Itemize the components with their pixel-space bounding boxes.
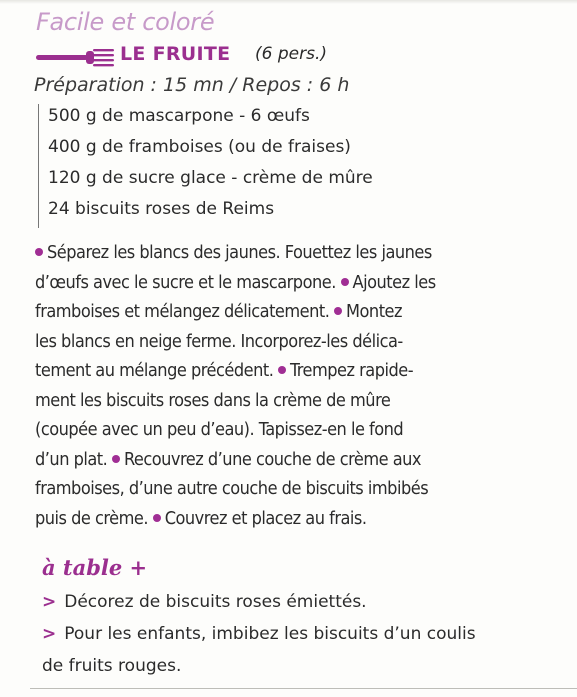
tip-line: [42, 586, 562, 618]
instruction-line: [35, 504, 557, 534]
bullet-dot-icon: [112, 455, 120, 463]
ingredient-item: 120 g de sucre glace - crème de mûre: [48, 168, 373, 188]
bullet-dot-icon: [153, 514, 161, 522]
bullet-dot-icon: [341, 278, 349, 286]
tip-text: Décorez de biscuits roses émiettés.: [64, 592, 367, 612]
preparation-time: Préparation : 15 mn / Repos : 6 h: [34, 74, 350, 96]
instruction-line: [35, 445, 557, 475]
tip-line: [42, 650, 562, 682]
paper-edge-bottom: [30, 688, 577, 689]
instructions: [35, 238, 557, 533]
servings: (6 pers.): [255, 44, 327, 64]
instruction-text: Couvrez et placez au frais.: [164, 507, 367, 529]
ingredient-item: 400 g de framboises (ou de fraises): [48, 137, 351, 157]
tip-text: de fruits rouges.: [42, 656, 182, 676]
instruction-line: [35, 268, 557, 298]
fork-icon: [36, 46, 116, 68]
instruction-text: les blancs en neige ferme. Incorporez-les délica-: [35, 330, 403, 352]
instruction-line: [35, 327, 557, 357]
instruction-line: [35, 415, 557, 445]
serving-tips-heading: à table +: [42, 555, 148, 580]
instruction-text: Trempez rapide-: [290, 360, 414, 381]
instruction-text: framboises et mélangez délicatement.: [35, 301, 330, 322]
instruction-text: (coupée avec un peu d’eau). Tapissez-en le fond: [35, 419, 404, 440]
tip-line: [42, 618, 562, 650]
ingredient-item: 24 biscuits roses de Reims: [48, 199, 275, 219]
instruction-line: [35, 386, 557, 416]
serving-tips-list: [42, 586, 562, 682]
instruction-text: tement au mélange précédent.: [35, 360, 274, 381]
tagline: Facile et coloré: [36, 8, 215, 36]
instruction-text: ment les biscuits roses dans la crème de mûre: [35, 389, 391, 411]
bullet-dot-icon: [278, 366, 286, 374]
instruction-text: framboises, d’une autre couche de biscuits imbibés: [35, 478, 429, 499]
instruction-line: [35, 356, 557, 386]
instruction-text: Montez: [346, 301, 403, 322]
instruction-line: [35, 474, 557, 504]
bullet-dot-icon: [35, 248, 43, 256]
instruction-line: [35, 238, 557, 268]
paper-edge-top: [0, 0, 577, 4]
bullet-dot-icon: [334, 307, 342, 315]
instruction-text: Séparez les blancs des jaunes. Fouettez les jaunes: [47, 242, 432, 263]
ingredient-item: 500 g de mascarpone - 6 œufs: [48, 106, 310, 126]
instruction-text: d’œufs avec le sucre et le mascarpone.: [35, 271, 336, 293]
instruction-text: d’un plat.: [35, 448, 108, 470]
instruction-text: Recouvrez d’une couche de crème aux: [123, 448, 421, 470]
instruction-text: Ajoutez les: [352, 271, 436, 293]
ingredients-list: [38, 104, 458, 228]
chevron-right-icon: >: [42, 592, 57, 612]
tip-text: Pour les enfants, imbibez les biscuits d’un coulis: [64, 624, 476, 644]
instruction-line: [35, 297, 557, 327]
recipe-name: LE FRUITE: [120, 43, 231, 65]
chevron-right-icon: >: [42, 624, 57, 644]
instruction-text: puis de crème.: [35, 507, 149, 529]
